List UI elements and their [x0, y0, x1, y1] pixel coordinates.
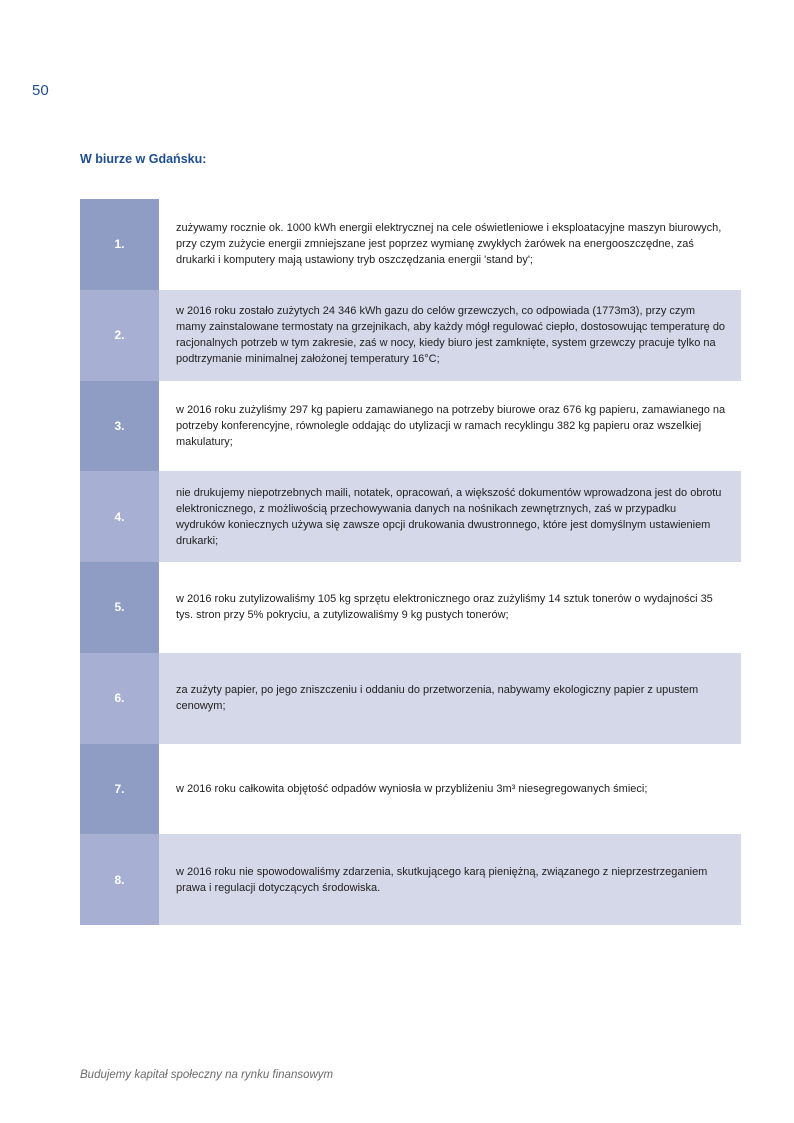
- footer-text: Budujemy kapitał społeczny na rynku finansowym: [80, 1069, 334, 1081]
- page-number: 50: [32, 82, 49, 99]
- row-number: 4.: [80, 471, 159, 562]
- table-row: [80, 744, 741, 835]
- items-table: [80, 199, 741, 925]
- row-text: w 2016 roku całkowita objętość odpadów wyniosła w przybliżeniu 3m³ niesegregowanych śmieci;: [159, 744, 741, 835]
- table-row: [80, 199, 741, 290]
- row-text: za zużyty papier, po jego zniszczeniu i oddaniu do przetworzenia, nabywamy ekologiczny papier z upustem cenowym;: [159, 653, 741, 744]
- table-row: [80, 653, 741, 744]
- table-row: [80, 471, 741, 562]
- row-number: 8.: [80, 834, 159, 925]
- row-number: 6.: [80, 653, 159, 744]
- row-text: nie drukujemy niepotrzebnych maili, notatek, opracowań, a większość dokumentów wprowadzona jest do obrotu elektronicznego, z możliwością przechowywania danych na nośnikach zewnętrznych, zaś w przypadku wydruków koniecznych używa się zawsze opcji drukowania dwustronnego, które jest domyślnym ustawieniem drukarki;: [159, 471, 741, 562]
- row-text: w 2016 roku zutylizowaliśmy 105 kg sprzętu elektronicznego oraz zużyliśmy 14 sztuk tonerów o wydajności 35 tys. stron przy 5% pokryciu, a zutylizowaliśmy 9 kg pustych tonerów;: [159, 562, 741, 653]
- table-row: [80, 381, 741, 472]
- row-number: 2.: [80, 290, 159, 381]
- row-number: 5.: [80, 562, 159, 653]
- row-number: 7.: [80, 744, 159, 835]
- table-row: [80, 834, 741, 925]
- row-text: w 2016 roku zużyliśmy 297 kg papieru zamawianego na potrzeby biurowe oraz 676 kg papieru, zamawianego na potrzeby konferencyjne, równolegle oddając do utylizacji w ramach recyklingu 382 kg papieru oraz wszelkiej makulatury;: [159, 381, 741, 472]
- row-text: w 2016 roku nie spowodowaliśmy zdarzenia, skutkującego karą pieniężną, związanego z nieprzestrzeganiem prawa i regulacji dotyczących środowiska.: [159, 834, 741, 925]
- section-title: W biurze w Gdańsku:: [80, 152, 207, 166]
- table-row: [80, 290, 741, 381]
- row-number: 3.: [80, 381, 159, 472]
- table-row: [80, 562, 741, 653]
- row-text: w 2016 roku zostało zużytych 24 346 kWh gazu do celów grzewczych, co odpowiada (1773m3), przy czym mamy zainstalowane termostaty na grzejnikach, aby każdy mógł regulować ciepło, dostosowując temperaturę do racjonalnych potrzeb w tym zakresie, zaś w nocy, kiedy biuro jest zamknięte, system grzewczy pracuje tylko na podtrzymanie minimalnej założonej temperatury 16°C;: [159, 290, 741, 381]
- row-number: 1.: [80, 199, 159, 290]
- row-text: zużywamy rocznie ok. 1000 kWh energii elektrycznej na cele oświetleniowe i eksploatacyjne maszyn biurowych, przy czym zużycie energii zmniejszane jest poprzez wymianę zwykłych żarówek na energooszczędne, zaś drukarki i komputery mają ustawiony tryb oszczędzania energii 'stand by';: [159, 199, 741, 290]
